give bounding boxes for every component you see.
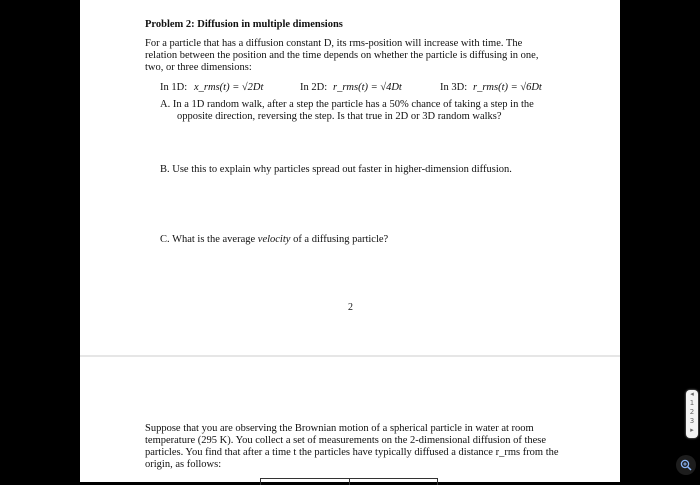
problem-title: Problem 2: Diffusion in multiple dimensions bbox=[145, 19, 343, 30]
zoom-in-icon[interactable] bbox=[676, 455, 696, 475]
table-column-divider bbox=[349, 479, 350, 485]
intro-line-2: relation between the position and the time depends on whether the particle is diffusing in one, bbox=[145, 50, 539, 61]
nav-next-icon[interactable]: ▸ bbox=[690, 426, 694, 434]
part-c-emphasis: velocity bbox=[257, 234, 291, 245]
part-c bbox=[160, 234, 388, 246]
nav-page-1[interactable]: 1 bbox=[689, 399, 695, 407]
nav-page-2[interactable]: 2 bbox=[689, 408, 695, 416]
part-c-prefix: C. What is the average bbox=[160, 234, 258, 245]
part-c-suffix: of a diffusing particle? bbox=[290, 234, 389, 245]
next-line-4: origin, as follows: bbox=[145, 459, 222, 470]
next-line-3: particles. You find that after a time t the particles have typically diffused a distance r_rms from the bbox=[145, 447, 559, 458]
page-number: 2 bbox=[348, 302, 353, 313]
page-separator bbox=[80, 355, 620, 357]
part-a-line-1: A. In a 1D random walk, after a step the particle has a 50% chance of taking a step in the bbox=[160, 99, 534, 110]
intro-line-1: For a particle that has a diffusion constant D, its rms-position will increase with time. The bbox=[145, 38, 523, 49]
page-navigator[interactable] bbox=[686, 390, 698, 438]
nav-prev-icon[interactable]: ◂ bbox=[690, 390, 694, 398]
nav-page-3[interactable]: 3 bbox=[689, 417, 695, 425]
intro-line-3: two, or three dimensions: bbox=[145, 62, 252, 73]
eq-3d-label: In 3D: bbox=[440, 82, 468, 93]
next-line-2: temperature (295 K). You collect a set of measurements on the 2-dimensional diffusion of these bbox=[145, 435, 547, 446]
document-page-viewer bbox=[80, 0, 620, 482]
eq-1d: x_rms(t) = √2Dt bbox=[194, 82, 264, 93]
eq-3d: r_rms(t) = √6Dt bbox=[473, 82, 542, 93]
next-line-1: Suppose that you are observing the Brownian motion of a spherical particle in water at room bbox=[145, 423, 534, 434]
eq-2d-label: In 2D: bbox=[300, 82, 328, 93]
eq-1d-label: In 1D: bbox=[160, 82, 188, 93]
eq-2d: r_rms(t) = √4Dt bbox=[333, 82, 402, 93]
zoom-glyph bbox=[680, 459, 692, 471]
part-a-line-2: opposite direction, reversing the step. Is that true in 2D or 3D random walks? bbox=[177, 111, 502, 122]
part-b: B. Use this to explain why particles spread out faster in higher-dimension diffusion. bbox=[160, 164, 512, 175]
